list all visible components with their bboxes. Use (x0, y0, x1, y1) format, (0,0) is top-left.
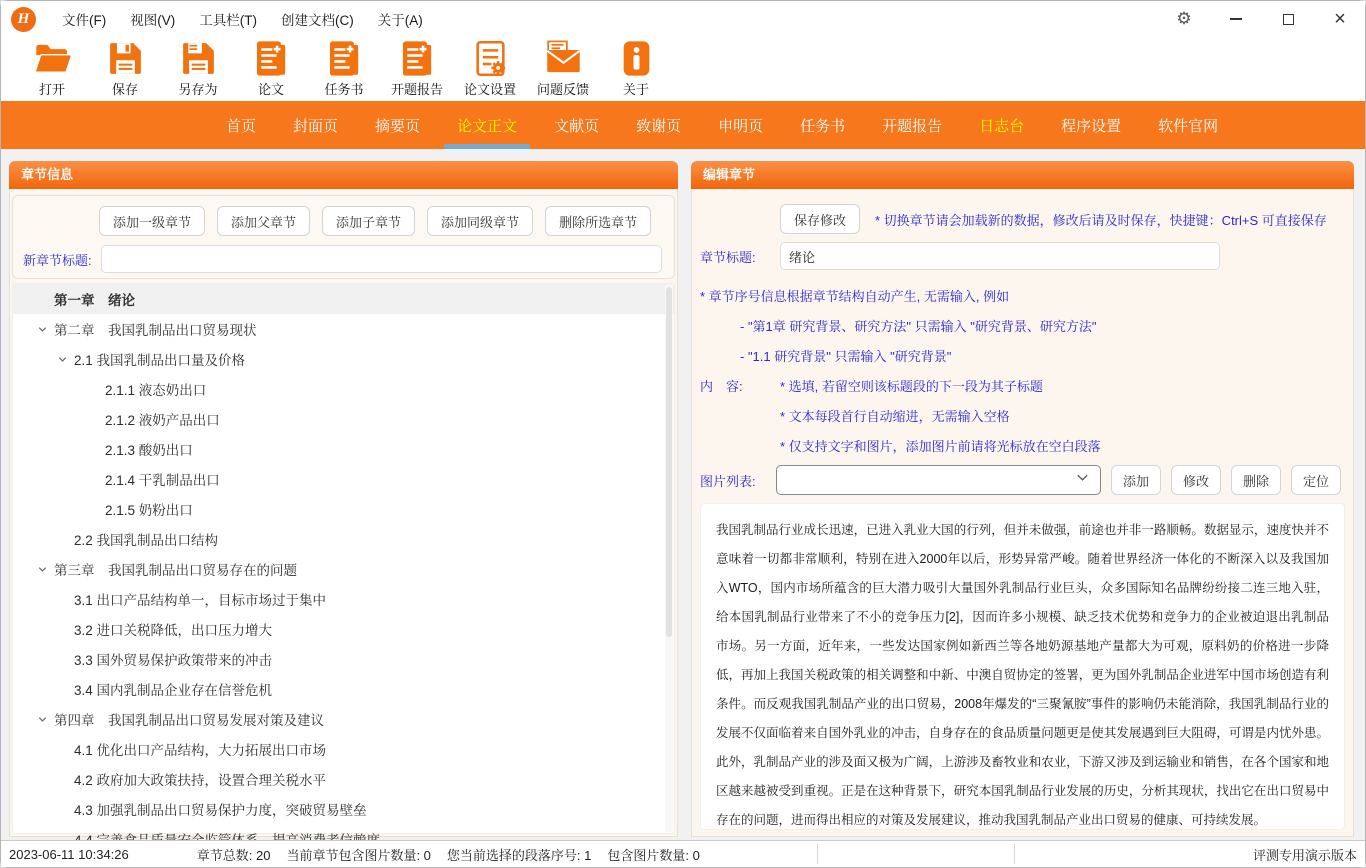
image-buttons (1111, 465, 1341, 495)
chapter-tree (12, 283, 675, 834)
mail-feedback-icon (543, 38, 584, 79)
add-top-chapter-button[interactable]: 添加一级章节 (99, 206, 205, 236)
chevron-down-icon[interactable] (37, 563, 49, 575)
add-sibling-chapter-button[interactable]: 添加同级章节 (427, 206, 533, 236)
tree-item[interactable]: 第三章 我国乳制品出口贸易存在的问题 (13, 554, 674, 584)
page-nav (1, 101, 1365, 149)
menu-create-doc[interactable]: 创建文档(C) (281, 13, 354, 28)
edit-panel-body (691, 189, 1354, 837)
window-controls (1173, 8, 1351, 30)
delete-chapter-button[interactable]: 删除所选章节 (545, 206, 651, 236)
toolbar-label: 另存为 (178, 82, 218, 97)
proposal-report-button[interactable] (385, 38, 449, 98)
image-modify-button[interactable]: 修改 (1171, 465, 1221, 495)
document-plus-icon (324, 38, 365, 79)
chapter-info-panel (9, 161, 678, 837)
numbering-hint: * 章节序号信息根据章节结构自动产生, 无需输入, 例如 (700, 289, 1010, 304)
image-add-button[interactable]: 添加 (1111, 465, 1161, 495)
menu-about[interactable]: 关于(A) (377, 13, 423, 28)
add-child-chapter-button[interactable]: 添加子章节 (322, 206, 415, 236)
image-list-label: 图片列表: (700, 473, 756, 489)
toolbar-label: 开题报告 (390, 82, 443, 97)
minimize-icon[interactable] (1225, 8, 1247, 30)
tree-item[interactable]: 3.2 进口关税降低，出口压力增大 (74, 623, 273, 638)
tab-task-book[interactable]: 任务书 (800, 117, 846, 135)
status-time: 2023-06-11 10:34:26 (9, 846, 129, 862)
tree-item[interactable]: 4.3 加强乳制品出口贸易保护力度，突破贸易壁垒 (74, 803, 367, 818)
tree-item[interactable]: 4.1 优化出口产品结构，大力拓展出口市场 (74, 743, 327, 758)
tab-official-website[interactable]: 软件官网 (1158, 117, 1219, 135)
document-plus-icon (251, 38, 292, 79)
chapter-title-input[interactable] (780, 242, 1220, 270)
new-chapter-title-label: 新章节标题: (23, 252, 92, 268)
numbering-hint-example: - "1.1 研究背景" 只需输入 "研究背景" (740, 349, 952, 364)
menu-toolbar[interactable]: 工具栏(T) (199, 13, 257, 28)
toolbar-label: 问题反馈 (536, 82, 589, 97)
tree-item[interactable]: 3.1 出口产品结构单一，目标市场过于集中 (74, 593, 327, 608)
status-chapter-count: 章节总数: 20 (196, 847, 271, 863)
tree-item[interactable]: 3.3 国外贸易保护政策带来的冲击 (74, 653, 273, 668)
tab-thesis-body[interactable]: 论文正文 (457, 101, 517, 149)
document-plus-icon (397, 38, 438, 79)
save-row (780, 204, 1327, 234)
settings-gear-icon[interactable]: ⚙ (1176, 9, 1192, 28)
content-hint: * 仅支持文字和图片，添加图片前请将光标放在空白段落 (780, 439, 1101, 454)
chapter-panel-body (9, 189, 678, 837)
main-area (1, 149, 1365, 840)
status-stats (197, 845, 700, 864)
content-label: 内 容: (700, 379, 743, 394)
tree-item[interactable]: 2.2 我国乳制品出口结构 (74, 533, 219, 548)
toolbar-label: 保存 (111, 82, 138, 97)
status-chapter-image-count: 当前章节包含图片数量: 0 (286, 847, 431, 863)
titlebar (1, 1, 1365, 37)
tree-scrollbar[interactable] (665, 285, 673, 832)
tab-proposal-report[interactable]: 开题报告 (882, 117, 943, 135)
tree-item[interactable]: 2.1 我国乳制品出口量及价格 (13, 344, 674, 374)
tree-item[interactable]: 第二章 我国乳制品出口贸易现状 (13, 314, 674, 344)
chevron-down-icon[interactable] (37, 323, 49, 335)
tree-item[interactable]: 2.1.4 干乳制品出口 (105, 473, 220, 488)
status-paragraph-index: 您当前选择的段落序号: 1 (446, 847, 592, 863)
tab-cover-page[interactable]: 封面页 (293, 117, 339, 135)
menu-view[interactable]: 视图(V) (130, 13, 176, 28)
task-book-button[interactable] (312, 38, 376, 98)
tab-acknowledgement-page[interactable]: 致谢页 (636, 117, 682, 135)
maximize-icon[interactable] (1277, 8, 1299, 30)
chapter-title-row (700, 242, 1220, 270)
toolbar-label: 论文设置 (463, 82, 516, 97)
save-as-button[interactable] (166, 38, 230, 98)
new-chapter-row (23, 245, 662, 273)
numbering-hint-example: - "第1章 研究背景、研究方法" 只需输入 "研究背景、研究方法" (740, 319, 1097, 334)
chevron-down-icon (1075, 470, 1090, 490)
new-chapter-title-input[interactable] (101, 245, 662, 273)
tab-home[interactable]: 首页 (226, 117, 257, 135)
folder-open-icon (32, 38, 73, 79)
status-divider (817, 844, 818, 864)
toolbar-label: 关于 (622, 82, 649, 97)
toolbar (1, 37, 1365, 101)
image-locate-button[interactable]: 定位 (1291, 465, 1341, 495)
status-image-count: 包含图片数量: 0 (607, 847, 700, 863)
app-logo (11, 7, 36, 32)
chapter-actions-box (12, 195, 675, 279)
add-parent-chapter-button[interactable]: 添加父章节 (217, 206, 310, 236)
edit-panel-title: 编辑章节 (691, 161, 1354, 189)
image-list-select[interactable] (776, 465, 1101, 495)
chapter-title-label: 章节标题: (700, 249, 756, 265)
statusbar (1, 840, 1365, 867)
toolbar-label: 论文 (257, 82, 284, 97)
floppy-save-icon (105, 38, 146, 79)
content-hint: * 文本每段首行自动缩进，无需输入空格 (780, 409, 1010, 424)
image-delete-button[interactable]: 删除 (1231, 465, 1281, 495)
info-icon (616, 38, 657, 79)
tree-item[interactable]: 2.1.5 奶粉出口 (105, 503, 193, 518)
chapter-action-buttons (99, 206, 651, 236)
toolbar-label: 打开 (38, 82, 65, 97)
tab-references-page[interactable]: 文献页 (554, 117, 600, 135)
thesis-settings-button[interactable] (458, 38, 522, 98)
tree-scrollbar-thumb[interactable] (666, 287, 672, 637)
about-button[interactable] (604, 38, 668, 98)
save-changes-button[interactable]: 保存修改 (780, 204, 860, 234)
image-list-row (700, 465, 1341, 495)
document-gear-icon (470, 38, 511, 79)
content-label-row (700, 376, 1043, 395)
open-button[interactable] (20, 38, 84, 98)
tab-abstract-page[interactable]: 摘要页 (375, 117, 421, 135)
save-button[interactable] (93, 38, 157, 98)
close-icon[interactable]: × (1334, 8, 1346, 30)
tree-item[interactable]: 第一章 绪论 (13, 284, 674, 314)
chevron-down-icon[interactable] (57, 353, 69, 365)
chapter-content-editor[interactable]: 我国乳制品行业成长迅速，已进入乳业大国的行列，但并未做强，前途也并非一路顺畅。数据显示，速度快并不意味着一切都非常顺利，特别在进入2000年以后，形势异常严峻。随着世界经济一体化的不断深入以及我国加入WTO，国内市场所蕴含的巨大潜力吸引大量国外乳制品行业巨头，众多国际知名品牌纷纷接二连三地入驻，给本国乳制品行业带来了不小的竞争压力[2]，因而许多小规模、缺乏技术优势和竞争力的企业被迫退出乳制品市场。另一方面，近年来，一些发达国家例如新西兰等各地奶源基地产量都大为可观，原料奶的价格进一步降低，再加上我国关税政策的相关调整和中新、中澳自贸协定的签署，更为国外乳制品企业进军中国市场创造有利条件。而反观我国乳制品产业的出口贸易，2008年爆发的“三聚氰胺”事件的影响仍未能消除，我国乳制品行业的发展不仅面临着来自国外乳业的冲击，自身存在的食品质量问题更是使其发展遇到巨大阻碍，可谓是内忧外患。此外，乳制品产业的涉及面又极为广阔，上游涉及畜牧业和农业，下游又涉及到运输业和销售，在各个国家和地区越来越被受到重视。正是在这种背景下，研究本国乳制品行业发展的历史，分析其现状，找出它在出口贸易中存在的问题，进而得出相应的对策及发展建议，推动我国乳制品产业出口贸易的健康、可持续发展。 (700, 503, 1345, 830)
tree-item[interactable]: 3.4 国内乳制品企业存在信誉危机 (74, 683, 273, 698)
tree-item[interactable]: 4.2 政府加大政策扶持，设置合理关税水平 (74, 773, 327, 788)
save-hint: * 切换章节请会加载新的数据，修改后请及时保存，快捷键：Ctrl+S 可直接保存 (875, 212, 1327, 228)
toolbar-label: 任务书 (324, 82, 364, 97)
edit-chapter-panel (691, 161, 1354, 837)
floppy-save-as-icon (178, 38, 219, 79)
tab-program-settings[interactable]: 程序设置 (1061, 117, 1122, 135)
tree-item[interactable]: 2.1.1 液态奶出口 (105, 383, 207, 398)
tab-log-console[interactable]: 日志台 (979, 117, 1025, 135)
thesis-button[interactable] (239, 38, 303, 98)
chapter-panel-title: 章节信息 (9, 161, 678, 189)
feedback-button[interactable] (531, 38, 595, 98)
tree-item[interactable]: 第四章 我国乳制品出口贸易发展对策及建议 (13, 704, 674, 734)
tab-declaration-page[interactable]: 申明页 (718, 117, 764, 135)
tree-item[interactable]: 2.1.3 酸奶出口 (105, 443, 193, 458)
status-version: 评测专用演示版本 (1252, 847, 1357, 863)
menu-file[interactable]: 文件(F) (62, 13, 107, 28)
status-divider (1014, 844, 1015, 864)
chevron-down-icon[interactable] (37, 713, 49, 725)
logo-letter: H (17, 10, 30, 27)
tree-item[interactable]: 2.1.2 液奶产品出口 (105, 413, 220, 428)
content-hint: * 选填, 若留空则该标题段的下一段为其子标题 (780, 379, 1043, 394)
